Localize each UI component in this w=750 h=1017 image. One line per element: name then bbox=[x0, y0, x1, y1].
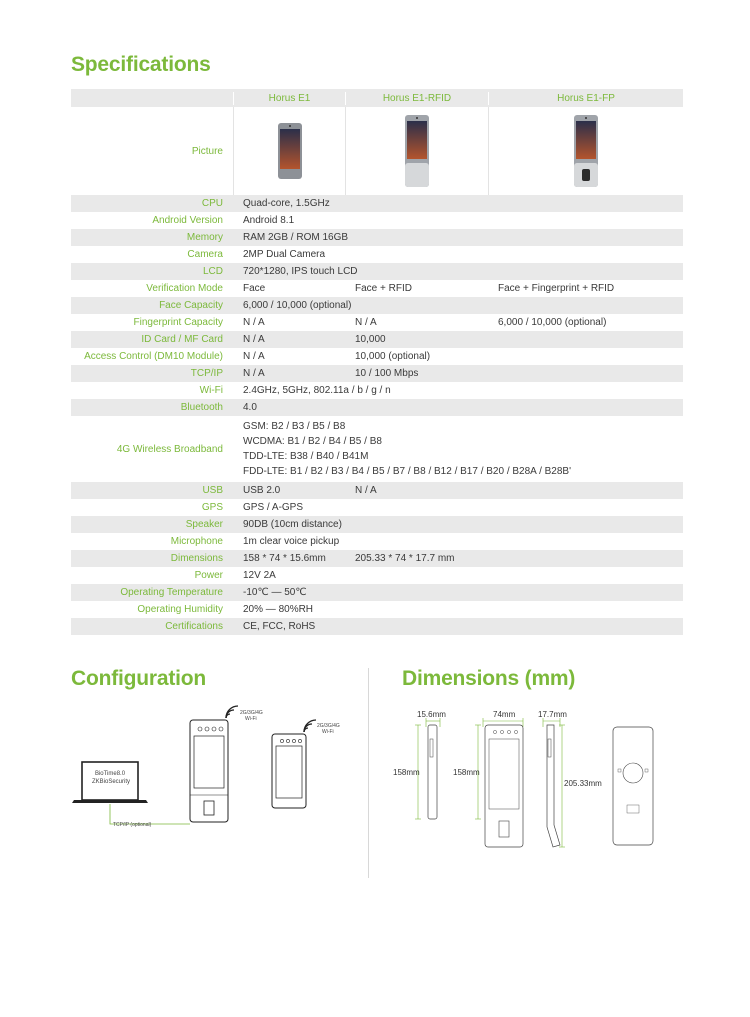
row-value: 20% — 80%RH bbox=[243, 604, 314, 615]
row-value: 158 * 74 * 15.6mm bbox=[243, 553, 326, 564]
horus-e1-picture bbox=[233, 107, 345, 195]
table-row bbox=[71, 280, 683, 297]
dim-height-fp: 205.33mm bbox=[564, 779, 602, 788]
horus-e1-rfid-picture bbox=[345, 107, 488, 195]
table-header bbox=[71, 89, 683, 107]
row-label: Operating Temperature bbox=[120, 587, 223, 598]
row-label: Face Capacity bbox=[159, 300, 223, 311]
picture-row bbox=[71, 107, 683, 195]
row-value: 12V 2A bbox=[243, 570, 276, 581]
row-value: Face + Fingerprint + RFID bbox=[498, 283, 615, 294]
table-row bbox=[71, 212, 683, 229]
table-row bbox=[71, 382, 683, 399]
table-row bbox=[71, 482, 683, 499]
column-horus-e1: Horus E1 bbox=[233, 92, 345, 105]
table-row bbox=[71, 297, 683, 314]
table-row bbox=[71, 416, 683, 482]
horus-e1-fp-picture bbox=[488, 107, 683, 195]
section-divider bbox=[368, 668, 369, 878]
row-value: Face + RFID bbox=[355, 283, 412, 294]
row-label: Certifications bbox=[165, 621, 223, 632]
row-label: Android Version bbox=[152, 215, 223, 226]
table-row bbox=[71, 348, 683, 365]
row-label: CPU bbox=[201, 198, 223, 209]
row-value: N / A bbox=[355, 485, 377, 496]
table-row bbox=[71, 263, 683, 280]
row-label: Microphone bbox=[170, 536, 223, 547]
dim-height-side: 158mm bbox=[393, 768, 420, 777]
wireless-label-small-2: Wi-Fi bbox=[322, 729, 334, 735]
row-value: 205.33 * 74 * 17.7 mm bbox=[355, 553, 455, 564]
row-label: 4G Wireless Broadband bbox=[116, 443, 223, 455]
row-value: N / A bbox=[243, 334, 265, 345]
row-value: N / A bbox=[355, 317, 377, 328]
row-label: Fingerprint Capacity bbox=[133, 317, 223, 328]
row-value: Quad-core, 1.5GHz bbox=[243, 198, 330, 209]
table-row bbox=[71, 550, 683, 567]
column-horus-e1-rfid: Horus E1-RFID bbox=[345, 92, 488, 105]
row-value-line: WCDMA: B1 / B2 / B4 / B5 / B8 bbox=[243, 436, 382, 447]
row-value-line: FDD-LTE: B1 / B2 / B3 / B4 / B5 / B7 / B8 / B12 / B17 / B20 / B28A / B28B' bbox=[243, 466, 572, 477]
row-value: 10,000 bbox=[355, 334, 386, 345]
wireless-label-small-1: 2G/3G/4G bbox=[317, 723, 340, 729]
dimensions-title: Dimensions (mm) bbox=[402, 667, 576, 690]
row-value: 2.4GHz, 5GHz, 802.11a / b / g / n bbox=[243, 385, 391, 396]
software-zkbiosecurity: ZKBioSecurity bbox=[92, 779, 131, 785]
row-label: USB bbox=[202, 485, 223, 496]
row-value: 4.0 bbox=[243, 402, 257, 413]
row-label: GPS bbox=[201, 502, 223, 513]
dim-width: 74mm bbox=[493, 710, 516, 719]
row-value: 90DB (10cm distance) bbox=[243, 519, 342, 530]
row-label: TCP/IP bbox=[190, 368, 223, 379]
row-label: LCD bbox=[202, 266, 223, 277]
row-label: Speaker bbox=[185, 519, 223, 530]
row-label: Wi-Fi bbox=[199, 385, 223, 396]
row-value: CE, FCC, RoHS bbox=[243, 621, 316, 632]
row-value: GPS / A-GPS bbox=[243, 502, 304, 513]
row-value: 720*1280, IPS touch LCD bbox=[243, 266, 358, 277]
table-row bbox=[71, 584, 683, 601]
software-biotime: BioTime8.0 bbox=[94, 771, 126, 777]
picture-label: Picture bbox=[191, 145, 223, 157]
row-label: Memory bbox=[186, 232, 223, 243]
wireless-label-big-2: Wi-Fi bbox=[245, 716, 257, 722]
row-value: 10,000 (optional) bbox=[355, 351, 431, 362]
table-row bbox=[71, 365, 683, 382]
row-value: 1m clear voice pickup bbox=[243, 536, 340, 547]
row-value: 10 / 100 Mbps bbox=[355, 368, 419, 379]
table-row bbox=[71, 601, 683, 618]
row-label: ID Card / MF Card bbox=[141, 334, 223, 345]
row-value bbox=[233, 419, 571, 479]
dimensions-diagram bbox=[390, 705, 690, 855]
dim-depth-fp: 17.7mm bbox=[538, 710, 567, 719]
row-value: -10℃ — 50℃ bbox=[243, 587, 307, 598]
row-label: Camera bbox=[187, 249, 223, 260]
row-value: 6,000 / 10,000 (optional) bbox=[243, 300, 352, 311]
table-row bbox=[71, 314, 683, 331]
row-label: Dimensions bbox=[170, 553, 223, 564]
row-value: N / A bbox=[243, 368, 265, 379]
row-label: Verification Mode bbox=[146, 283, 223, 294]
specifications-title: Specifications bbox=[71, 53, 211, 76]
row-value: 2MP Dual Camera bbox=[243, 249, 326, 260]
row-value: USB 2.0 bbox=[243, 485, 281, 496]
dim-height-front: 158mm bbox=[453, 768, 480, 777]
table-row bbox=[71, 246, 683, 263]
table-row bbox=[71, 533, 683, 550]
network-label: TCP/IP (optional) bbox=[113, 822, 152, 828]
table-row bbox=[71, 516, 683, 533]
row-label: Bluetooth bbox=[180, 402, 223, 413]
row-value: 6,000 / 10,000 (optional) bbox=[498, 317, 607, 328]
table-row bbox=[71, 499, 683, 516]
row-label: Access Control (DM10 Module) bbox=[84, 351, 223, 362]
row-value: Android 8.1 bbox=[243, 215, 295, 226]
row-label: Operating Humidity bbox=[137, 604, 223, 615]
configuration-title: Configuration bbox=[71, 667, 207, 690]
table-row bbox=[71, 195, 683, 212]
row-value: N / A bbox=[243, 351, 265, 362]
row-value-line: TDD-LTE: B38 / B40 / B41M bbox=[243, 451, 369, 462]
table-row bbox=[71, 331, 683, 348]
dim-depth-e1: 15.6mm bbox=[417, 710, 446, 719]
table-row bbox=[71, 399, 683, 416]
row-value: Face bbox=[243, 283, 266, 294]
row-value: RAM 2GB / ROM 16GB bbox=[243, 232, 349, 243]
configuration-diagram bbox=[70, 700, 360, 840]
spec-rows bbox=[71, 195, 683, 635]
table-row bbox=[71, 567, 683, 584]
specifications-table bbox=[71, 89, 683, 635]
row-label: Power bbox=[194, 570, 223, 581]
wireless-label-big-1: 2G/3G/4G bbox=[240, 710, 263, 716]
row-value: N / A bbox=[243, 317, 265, 328]
table-row bbox=[71, 618, 683, 635]
column-horus-e1-fp: Horus E1-FP bbox=[488, 92, 683, 105]
row-value-line: GSM: B2 / B3 / B5 / B8 bbox=[243, 421, 346, 432]
table-row bbox=[71, 229, 683, 246]
